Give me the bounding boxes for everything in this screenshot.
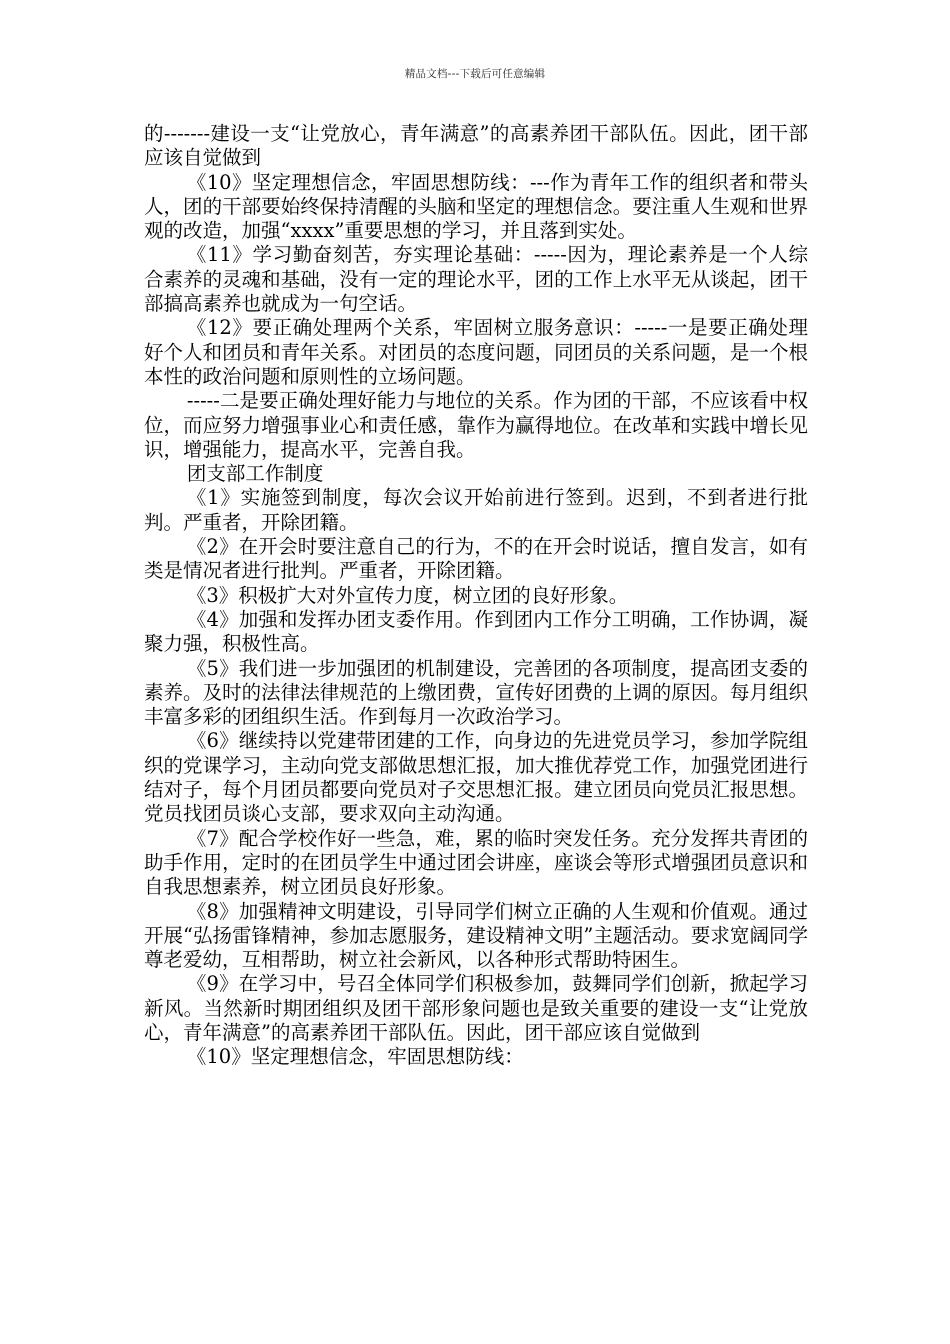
paragraph: 《11》学习勤奋刻苦，夯实理论基础：-----因为，理论素养是一个人综合素养的灵魂和基础，没有一定的理论水平，团的工作上水平无从谈起，团干部搞高素养也就成为一句空话。 xyxy=(144,243,808,316)
section-heading: 团支部工作制度 xyxy=(186,462,324,486)
document-body xyxy=(144,122,808,1070)
paragraph: 《8》加强精神文明建设，引导同学们树立正确的人生观和价值观。通过开展“弘扬雷锋精神，参加志愿服务，建设精神文明”主题活动。要求宽阔同学尊老爱幼，互相帮助，树立社会新风，以各种形式帮助特困生。 xyxy=(144,899,808,972)
page-header: 精品文档---下载后可任意编辑 xyxy=(404,68,546,80)
paragraph: 《4》加强和发挥办团支委作用。作到团内工作分工明确，工作协调，凝聚力强，积极性高。 xyxy=(144,607,808,656)
paragraph: 《3》积极扩大对外宣传力度，树立团的良好形象。 xyxy=(186,583,629,607)
paragraph: 的-------建设一支“让党放心，青年满意”的高素养团干部队伍。因此，团干部应该自觉做到 xyxy=(144,122,808,170)
paragraph: 《12》要正确处理两个关系，牢固树立服务意识：-----一是要正确处理好个人和团员和青年关系。对团员的态度问题，同团员的关系问题，是一个根本性的政治问题和原则性的立场问题。 xyxy=(144,316,808,388)
paragraph: -----二是要正确处理好能力与地位的关系。作为团的干部，不应该看中权位，而应努力增强事业心和责任感，靠作为赢得地位。在改革和实践中增长见识，增强能力，提高水平，完善自我。 xyxy=(144,389,808,461)
paragraph: 《1》实施签到制度，每次会议开始前进行签到。迟到，不到者进行批判。严重者，开除团籍。 xyxy=(144,486,808,534)
paragraph: 《5》我们进一步加强团的机制建设，完善团的各项制度，提高团支委的素养。及时的法律法律规范的上缴团费，宣传好团费的上调的原因。每月组织丰富多彩的团组织生活。作到每月一次政治学习。 xyxy=(144,656,808,729)
paragraph: 《7》配合学校作好一些急，难，累的临时突发任务。充分发挥共青团的助手作用，定时的在团员学生中通过团会讲座，座谈会等形式增强团员意识和自我思想素养，树立团员良好形象。 xyxy=(144,826,808,899)
paragraph: 《10》坚定理想信念，牢固思想防线： xyxy=(186,1045,524,1069)
paragraph: 《10》坚定理想信念，牢固思想防线：---作为青年工作的组织者和带头人，团的干部要始终保持清醒的头脑和坚定的理想信念。要注重人生观和世界观的改造，加强“xxxx”重要思想的学习，并且落到实处。 xyxy=(144,170,808,243)
paragraph: 《9》在学习中，号召全体同学们积极参加，鼓舞同学们创新，掀起学习新风。当然新时期团组织及团干部形象问题也是致关重要的建设一支“让党放心，青年满意”的高素养团干部队伍。因此，团干部应该自觉做到 xyxy=(144,972,808,1044)
paragraph: 《6》继续持以党建带团建的工作，向身边的先进党员学习，参加学院组织的党课学习，主动向党支部做思想汇报，加大推优荐党工作，加强党团进行结对子，每个月团员都要向党员对子交思想汇报。建立团员向党员汇报思想。党员找团员谈心支部，要求双向主动沟通。 xyxy=(144,729,808,826)
paragraph: 《2》在开会时要注意自己的行为，不的在开会时说话，擅自发言，如有类是情况者进行批判。严重者，开除团籍。 xyxy=(144,535,808,583)
